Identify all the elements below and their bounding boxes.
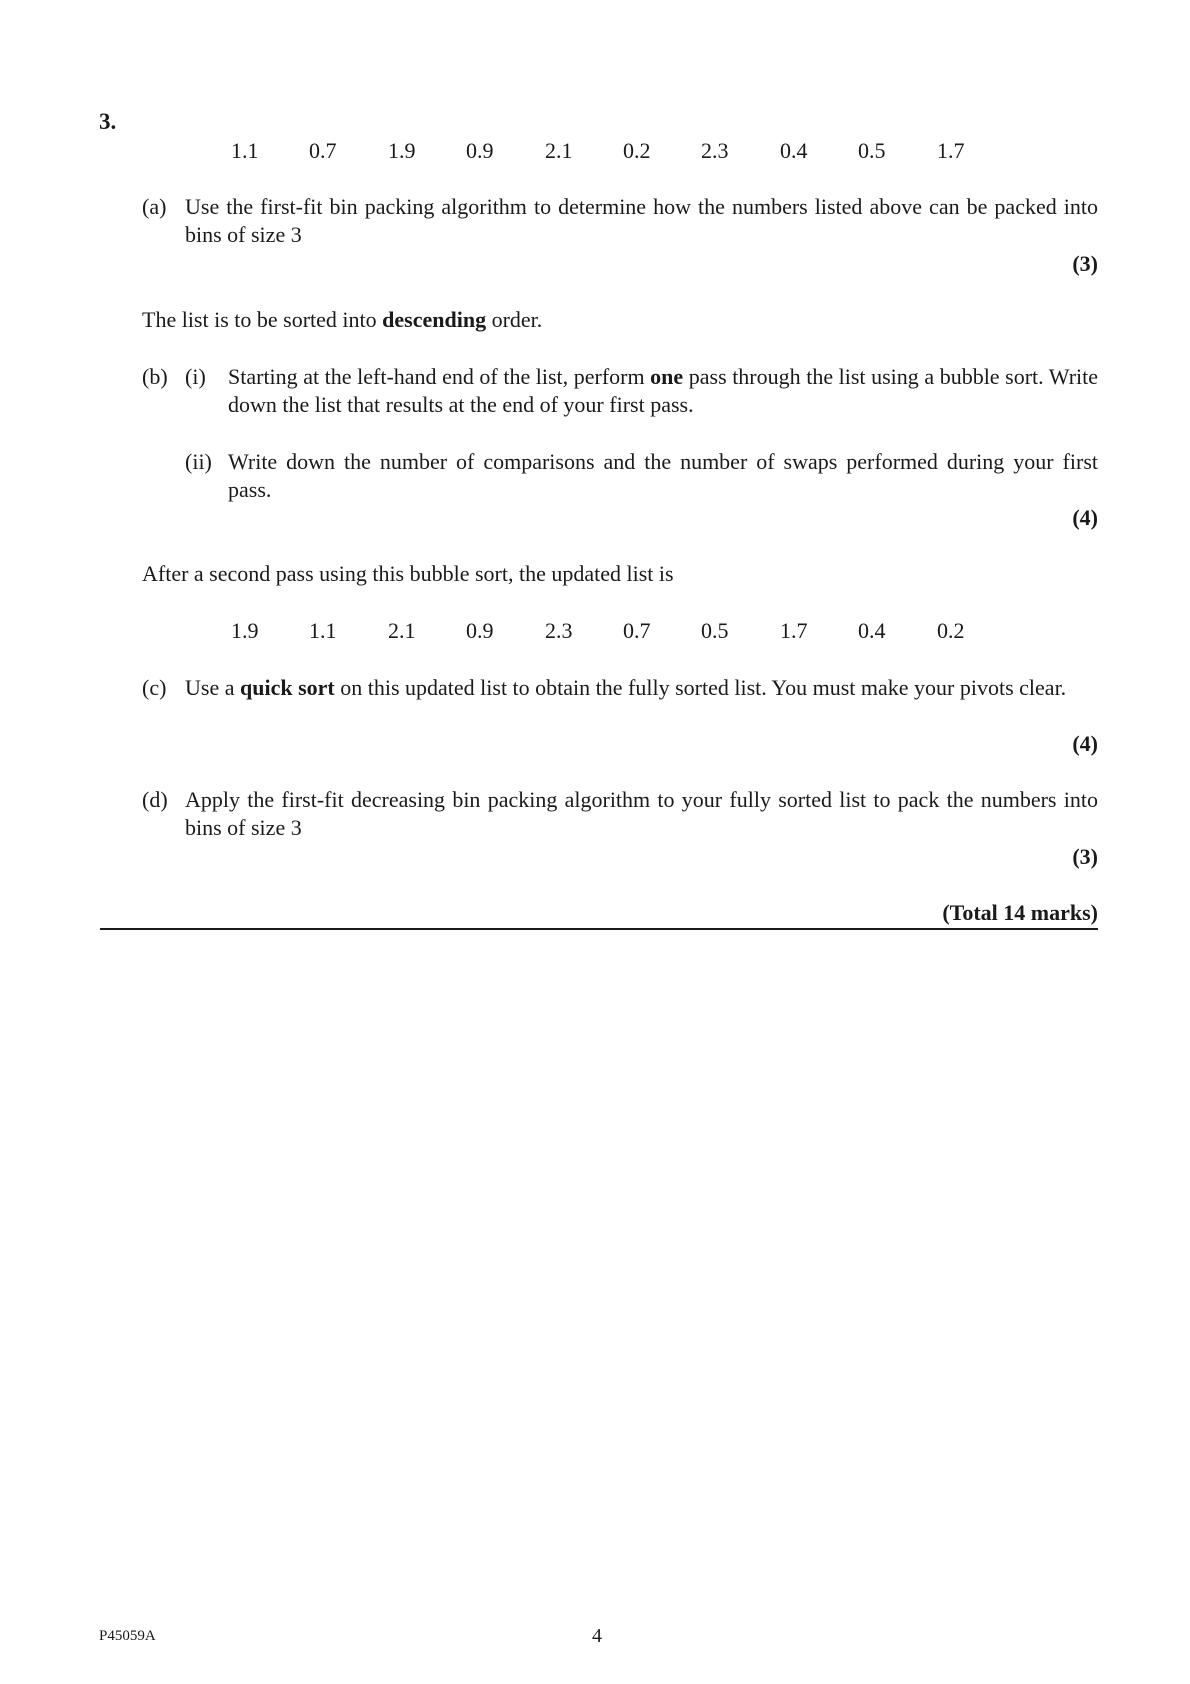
- part-b-i-text: [228, 363, 1098, 419]
- part-b-i-text-start: Starting at the left-hand end of the list, perform: [228, 364, 651, 389]
- sort-intro: [142, 306, 1098, 334]
- part-d-marks: (3): [1072, 844, 1098, 869]
- sort-intro-text-end: order.: [486, 307, 543, 332]
- list-item: 1.1: [231, 138, 259, 163]
- part-b-ii-label: (ii): [185, 449, 212, 474]
- page-number: 4: [592, 1625, 602, 1647]
- list-item: 2.3: [545, 618, 573, 643]
- list-item: 0.7: [309, 138, 337, 163]
- part-c-text-end: on this updated list to obtain the fully sorted list. You must make your pivots clear.: [334, 675, 1067, 700]
- list-item: 2.3: [701, 138, 729, 163]
- list-item: 1.1: [309, 618, 337, 643]
- list-item: 0.2: [623, 138, 651, 163]
- list-item: 0.9: [466, 618, 494, 643]
- sort-intro-text: The list is to be sorted into: [142, 307, 383, 332]
- list-item: 1.9: [231, 618, 259, 643]
- part-b-i-label: (i): [185, 364, 206, 389]
- section-divider: [100, 928, 1098, 930]
- part-c-label: (c): [142, 675, 167, 700]
- part-b-i-emphasis: one: [650, 364, 684, 389]
- list-item: 0.4: [858, 618, 886, 643]
- list-item: 0.5: [701, 618, 729, 643]
- total-marks: (Total 14 marks): [942, 900, 1098, 925]
- part-c-text-start: Use a: [185, 675, 240, 700]
- list-item: 1.9: [388, 138, 416, 163]
- list-item: 0.9: [466, 138, 494, 163]
- question-number: 3.: [99, 109, 117, 134]
- list-item: 1.7: [780, 618, 808, 643]
- part-b-i-text-end: pass through the list using a bubble sort. Write down the list that results at the end of your first pass.: [228, 364, 1099, 417]
- list-item: 1.7: [937, 138, 965, 163]
- part-c-marks: (4): [1072, 731, 1098, 756]
- part-a-text: Use the first-fit bin packing algorithm to determine how the numbers listed above can be packed into bins of size 3: [185, 194, 1098, 247]
- list-item: 2.1: [545, 138, 573, 163]
- part-a-label: (a): [142, 194, 167, 219]
- sort-intro-emphasis: descending: [382, 307, 487, 332]
- list-item: 0.4: [780, 138, 808, 163]
- part-d-label: (d): [142, 787, 168, 812]
- part-b-ii-text: Write down the number of comparisons and the number of swaps performed during your first pass.: [228, 449, 1098, 502]
- part-b-label: (b): [142, 364, 168, 389]
- list-item: 0.7: [623, 618, 651, 643]
- second-pass-intro: After a second pass using this bubble sort, the updated list is: [142, 561, 674, 586]
- list-item: 0.2: [937, 618, 965, 643]
- part-c-text: [185, 674, 1098, 702]
- part-b-marks: (4): [1072, 505, 1098, 530]
- list-item: 2.1: [388, 618, 416, 643]
- part-a-marks: (3): [1072, 251, 1098, 276]
- list-item: 0.5: [858, 138, 886, 163]
- part-c-emphasis: quick sort: [239, 675, 335, 700]
- paper-code: P45059A: [99, 1628, 156, 1644]
- part-d-text: Apply the first-fit decreasing bin packing algorithm to your fully sorted list to pack the numbers into bins of size 3: [185, 787, 1098, 840]
